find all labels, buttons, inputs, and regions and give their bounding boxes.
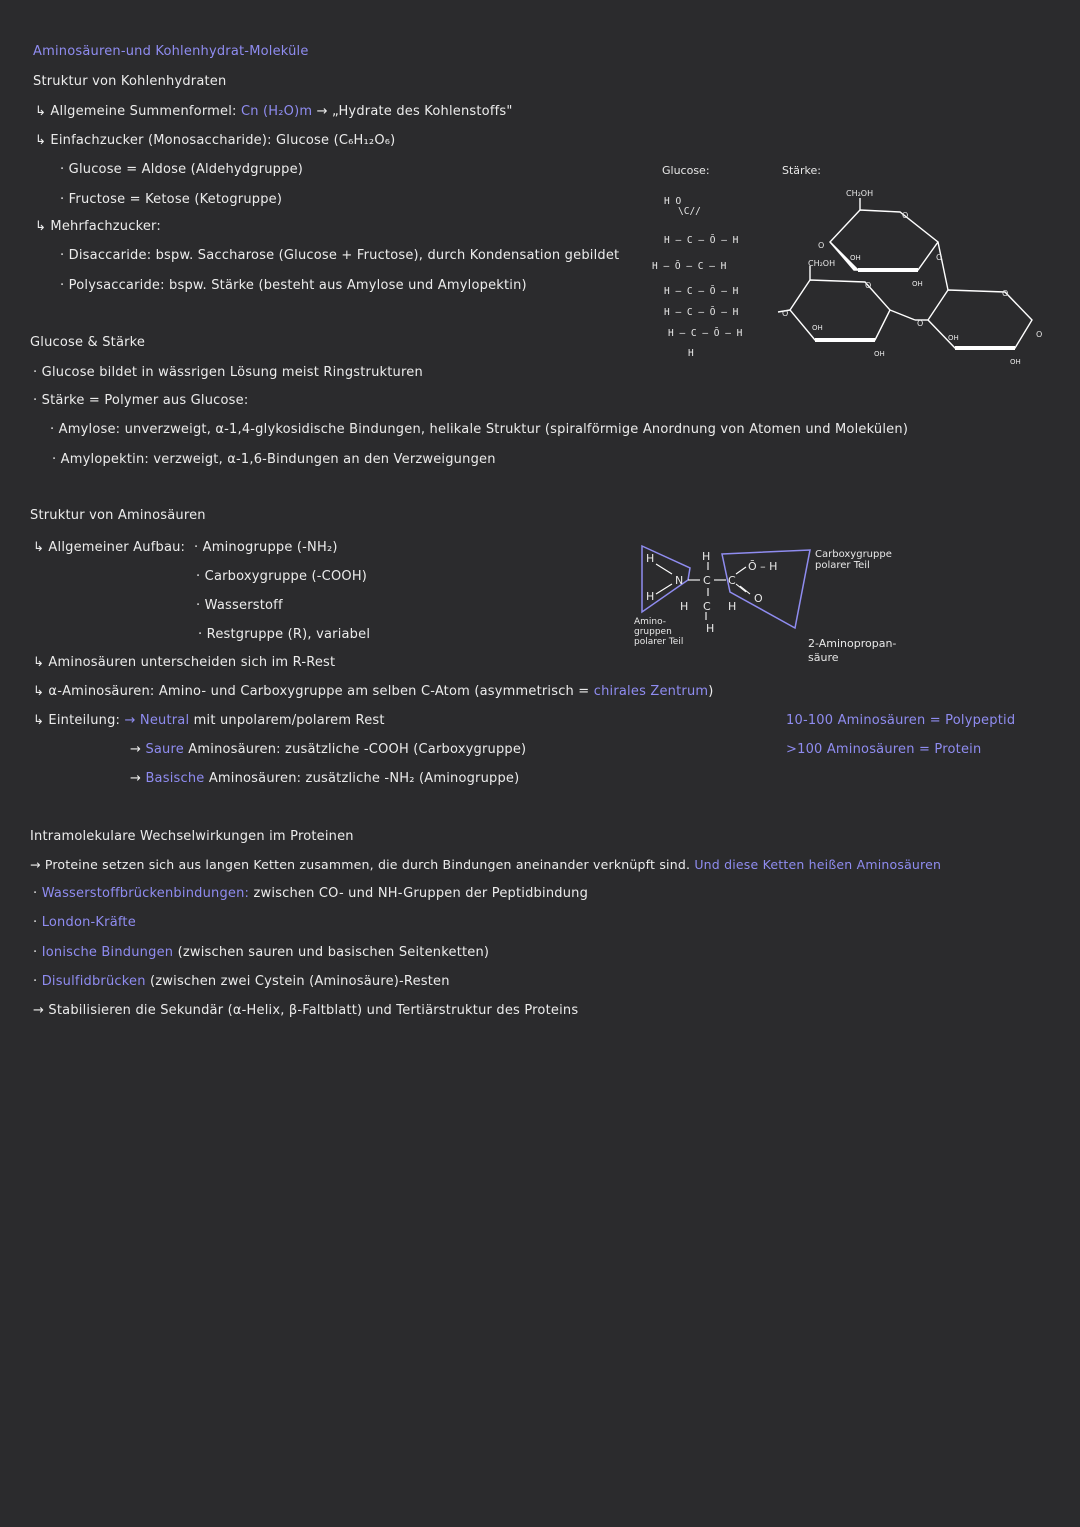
formula-highlight: Cn (H₂O)m (240, 104, 313, 119)
section-heading-kohlenhydrate: Struktur von Kohlenhydraten (33, 74, 227, 89)
starch-ch2oh-top: CH₂OH (846, 189, 874, 198)
glucose-row-7: H – C – Ō – H (668, 328, 743, 339)
ionische-highlight: Ionische Bindungen (41, 945, 174, 960)
bullet-3: · (33, 945, 38, 960)
alpha-pre: ↳ α-Aminosäuren: Amino- und Carboxygruppe am selben C-Atom (asymmetrisch = (33, 684, 590, 699)
einteilung-arrow-3: → (130, 771, 142, 786)
aufbau-label: ↳ Allgemeiner Aufbau: (33, 540, 186, 555)
wasserstoff-highlight: Wasserstoffbrückenbindungen: (41, 886, 250, 901)
section-heading-aminosaeuren: Struktur von Aminosäuren (30, 508, 206, 523)
bullet-4: · (33, 974, 38, 989)
disulfid-rest: (zwischen zwei Cystein (Aminosäure)-Resten (150, 974, 450, 989)
starch-oh-6: OH (1010, 358, 1021, 366)
aufbau-item-3: · Wasserstoff (196, 598, 283, 613)
monosaccharide-line: ↳ Einfachzucker (Monosaccharide): Glucose (C₆H₁₂O₆) (35, 133, 396, 148)
neutral-rest: mit unpolarem/polarem Rest (193, 713, 385, 728)
protein-note: >100 Aminosäuren = Protein (786, 742, 982, 757)
starch-o-5: O (782, 309, 789, 318)
einteilung-arrow-2: → (130, 742, 142, 757)
neutral-highlight: Neutral (139, 713, 190, 728)
glucose-diagram-label: Glucose: (662, 164, 710, 177)
amylopektin-line: · Amylopektin: verzweigt, α-1,6-Bindungen an den Verzweigungen (52, 452, 496, 467)
saure-highlight: Saure (145, 742, 184, 757)
starch-o-4: O (865, 281, 872, 290)
glucose-row-8: H (688, 348, 694, 359)
r-rest-line: ↳ Aminosäuren unterscheiden sich im R-Rest (33, 655, 336, 670)
starch-oh-5: OH (948, 334, 959, 342)
page-title: Aminosäuren-und Kohlenhydrat-Moleküle (33, 44, 309, 59)
starch-oh-2: OH (912, 280, 923, 288)
formula-pre: ↳ Allgemeine Summenformel: (35, 104, 237, 119)
starch-o-7: O (1002, 289, 1009, 298)
disulfid-line (33, 974, 450, 989)
aa-h-2: H (646, 590, 655, 603)
aufbau-item-4: · Restgruppe (R), variabel (198, 627, 371, 642)
polysaccharide-line: · Polysaccaride: bspw. Stärke (besteht aus Amylose und Amylopektin) (60, 278, 527, 293)
glucose-row-2: \C// (678, 206, 701, 217)
alpha-aminosaeuren-line (33, 684, 714, 699)
starch-o-8: O (1036, 330, 1043, 339)
multi-sugar-line: ↳ Mehrfachzucker: (35, 219, 161, 234)
starch-diagram-label: Stärke: (782, 164, 822, 177)
wasserstoff-rest: zwischen CO- und NH-Gruppen der Peptidbindung (253, 886, 589, 901)
glucose-row-1: H O (664, 196, 682, 207)
aa-h-6: H (706, 622, 715, 635)
amino-label: Amino-gruppen polarer Teil (634, 617, 684, 647)
proteine-line (30, 857, 941, 872)
glucose-row-4: H – Ō – C – H (652, 261, 727, 272)
basische-line (130, 771, 519, 786)
proteine-text: → Proteine setzen sich aus langen Ketten zusammen, die durch Bindungen aneinander verknüpft sind. (30, 857, 691, 872)
saure-line (130, 742, 526, 757)
starch-o-2: O (936, 253, 943, 262)
aa-c-2: C (728, 574, 736, 587)
glucose-row-5: H – C – Ō – H (664, 286, 739, 297)
amylose-line: · Amylose: unverzweigt, α-1,4-glykosidische Bindungen, helikale Struktur (spiralförmige Anordnung von Atomen und Molekülen) (50, 422, 909, 437)
section-heading-wechselwirkungen: Intramolekulare Wechselwirkungen im Proteinen (30, 829, 354, 844)
einteilung-label: ↳ Einteilung: (33, 713, 121, 728)
basische-rest: Aminosäuren: zusätzliche -NH₂ (Aminogruppe) (208, 771, 520, 786)
aa-h-1: H (646, 552, 655, 565)
einteilung-arrow-1: → (124, 713, 136, 728)
basische-highlight: Basische (145, 771, 205, 786)
aa-h-4: H (680, 600, 689, 613)
starch-ch2oh-mid: CH₂OH (808, 259, 836, 268)
carboxy-label: Carboxygruppe polarer Teil (815, 549, 892, 571)
aa-c-1: C (703, 574, 711, 587)
ionische-line (33, 945, 489, 960)
aa-h-5: H (728, 600, 737, 613)
aa-o: O (754, 592, 763, 605)
formula-line (35, 104, 513, 119)
starch-o-3: O (818, 241, 825, 250)
proteine-highlight: Und diese Ketten heißen Aminosäuren (694, 857, 942, 872)
glucose-row-6: H – C – Ō – H (664, 307, 739, 318)
aa-n: N (675, 574, 684, 587)
london-line (33, 915, 136, 930)
alpha-highlight: chirales Zentrum (593, 684, 709, 699)
glucose-line: · Glucose = Aldose (Aldehydgruppe) (60, 162, 304, 177)
starch-polymer-line: · Stärke = Polymer aus Glucose: (33, 393, 249, 408)
bullet-1: · (33, 886, 38, 901)
section-heading-glucose-staerke: Glucose & Stärke (30, 335, 146, 350)
starch-diagram (770, 180, 1070, 380)
aa-oh: Ō – H (748, 560, 778, 573)
einteilung-line (33, 713, 385, 728)
aufbau-item-2: · Carboxygruppe (-COOH) (196, 569, 368, 584)
glucose-ring-line: · Glucose bildet in wässrigen Lösung meist Ringstrukturen (33, 365, 423, 380)
wasserstoff-line (33, 886, 588, 901)
ionische-rest: (zwischen sauren und basischen Seitenketten) (177, 945, 490, 960)
aa-c-3: C (703, 600, 711, 613)
saure-rest: Aminosäuren: zusätzliche -COOH (Carboxygruppe) (188, 742, 527, 757)
aufbau-item-1: · Aminogruppe (-NH₂) (194, 540, 338, 555)
disaccharide-line: · Disaccaride: bspw. Saccharose (Glucose + Fructose), durch Kondensation gebildet (60, 248, 620, 263)
glucose-row-3: H – C – Ō – H (664, 235, 739, 246)
london-highlight: London-Kräfte (41, 915, 136, 930)
bullet-2: · (33, 915, 38, 930)
starch-o-1: O (902, 211, 909, 220)
disulfid-highlight: Disulfidbrücken (41, 974, 146, 989)
formula-post: → „Hydrate des Kohlenstoffs" (316, 104, 513, 119)
starch-oh-1: OH (850, 254, 861, 262)
alpha-post: ) (708, 684, 714, 699)
starch-oh-4: OH (874, 350, 885, 358)
aminopropansaeure-label: 2-Aminopropan-säure (808, 637, 897, 664)
fructose-line: · Fructose = Ketose (Ketogruppe) (60, 192, 283, 207)
starch-oh-3: OH (812, 324, 823, 332)
polypeptid-note: 10-100 Aminosäuren = Polypeptid (786, 713, 1016, 728)
stabilisieren-line: → Stabilisieren die Sekundär (α-Helix, β-Faltblatt) und Tertiärstruktur des Proteins (33, 1003, 579, 1018)
aa-h-3: H (702, 550, 711, 563)
starch-o-6: O (917, 319, 924, 328)
